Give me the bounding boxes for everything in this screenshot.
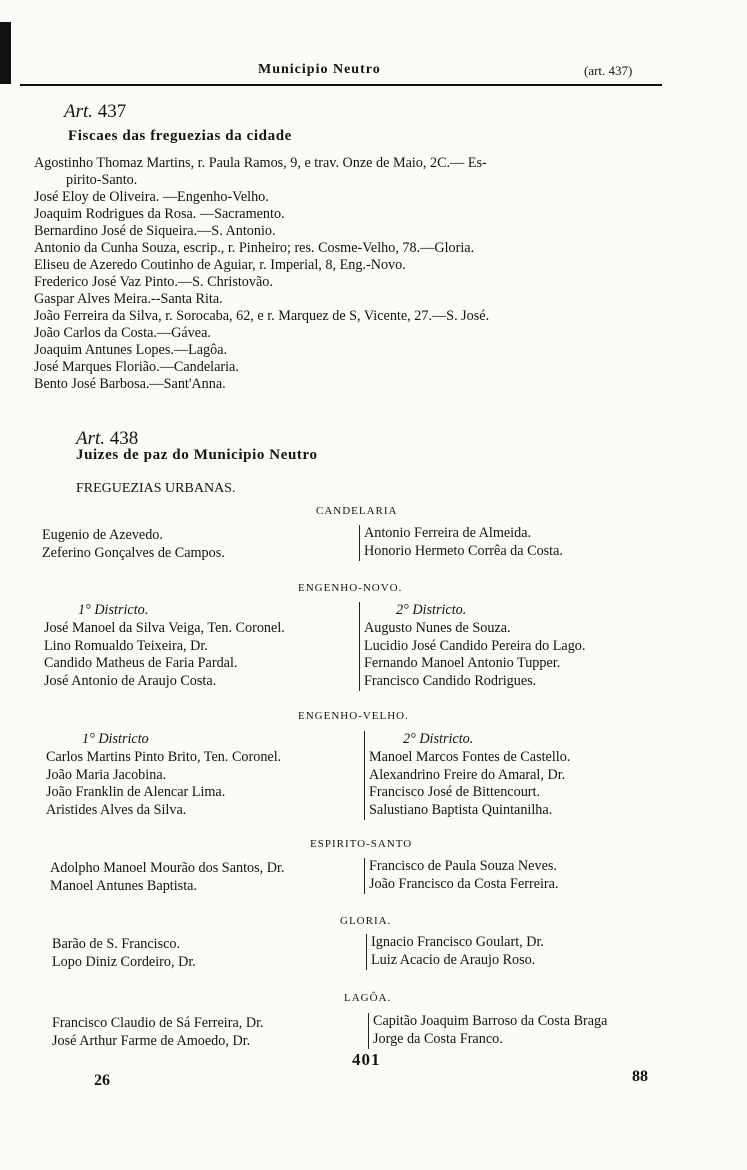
- article-number: 438: [109, 428, 139, 449]
- list-item: Manoel Marcos Fontes de Castello.: [369, 748, 571, 765]
- article-label-text: Art.: [76, 428, 106, 449]
- right-column: [359, 602, 585, 691]
- list-item: Carlos Martins Pinto Brito, Ten. Coronel.: [46, 748, 282, 765]
- list-item: Lucidio José Candido Pereira do Lago.: [364, 637, 586, 654]
- left-column: [46, 731, 281, 820]
- list-item: Jorge da Costa Franco.: [373, 1030, 503, 1047]
- district-label: 1° Districto: [82, 731, 149, 747]
- list-item: Gaspar Alves Meira.--Santa Rita.: [34, 291, 223, 307]
- list-item: Bernardino José de Siqueira.—S. Antonio.: [34, 223, 276, 239]
- left-column: [44, 602, 285, 691]
- parish-label: LAGÔA.: [344, 992, 392, 1004]
- list-item: Ignacio Francisco Goulart, Dr.: [371, 934, 544, 950]
- parish-label: CANDELARIA: [316, 505, 398, 517]
- right-column: [359, 525, 563, 561]
- list-item: João Franklin de Alencar Lima.: [46, 784, 226, 801]
- page-number: 401: [352, 1050, 381, 1069]
- footer-left-number: 26: [94, 1072, 110, 1089]
- list-item: Francisco Candido Rodrigues.: [364, 673, 537, 690]
- parish-label: ESPIRITO-SANTO: [310, 838, 413, 850]
- running-header-title: Municipio Neutro: [258, 62, 381, 77]
- list-item: Eliseu de Azeredo Coutinho de Aguiar, r. Imperial, 8, Eng.-Novo.: [34, 257, 406, 273]
- list-item: Manoel Antunes Baptista.: [50, 877, 197, 894]
- list-item: Lopo Diniz Cordeiro, Dr.: [52, 953, 196, 970]
- list-item: José Arthur Farme de Amoedo, Dr.: [52, 1032, 251, 1049]
- list-item: Alexandrino Freire do Amaral, Dr.: [369, 766, 566, 783]
- left-column: [52, 1015, 264, 1051]
- article-label-text: Art.: [64, 101, 94, 122]
- list-item: João Maria Jacobina.: [46, 766, 167, 783]
- list-item: Francisco Claudio de Sá Ferreira, Dr.: [52, 1015, 264, 1031]
- page-edge-mark: [0, 22, 11, 84]
- right-column: [364, 858, 559, 894]
- left-column: [52, 936, 196, 972]
- list-item: Fernando Manoel Antonio Tupper.: [364, 655, 561, 672]
- list-item: Frederico José Vaz Pinto.—S. Christovão.: [34, 274, 273, 290]
- list-item: Barão de S. Francisco.: [52, 936, 181, 952]
- parish-label: GLORIA.: [340, 915, 392, 927]
- list-item: Francisco de Paula Souza Neves.: [369, 858, 557, 874]
- list-item: João Ferreira da Silva, r. Sorocaba, 62, e r. Marquez de S, Vicente, 27.—S. José.: [34, 308, 490, 324]
- article-number: 437: [97, 101, 127, 122]
- list-item: Capitão Joaquim Barroso da Costa Braga: [373, 1013, 608, 1029]
- section-subheading: FREGUEZIAS URBANAS.: [76, 481, 236, 496]
- running-header-article-ref: (art. 437): [584, 63, 633, 78]
- right-column: [364, 731, 570, 820]
- left-column: [50, 860, 284, 896]
- list-item: Zeferino Gonçalves de Campos.: [42, 544, 225, 561]
- list-item: Eugenio de Azevedo.: [42, 527, 163, 543]
- list-item: Joaquim Antunes Lopes.—Lagôa.: [34, 342, 228, 358]
- list-item: pirito-Santo.: [66, 172, 138, 188]
- list-item: Salustiano Baptista Quintanilha.: [369, 802, 553, 819]
- right-column: [368, 1013, 607, 1049]
- list-item: Bento José Barbosa.—Sant'Anna.: [34, 376, 226, 392]
- list-item: Antonio da Cunha Souza, escrip., r. Pinheiro; res. Cosme-Velho, 78.—Gloria.: [34, 240, 475, 256]
- list-item: João Francisco da Costa Ferreira.: [369, 875, 559, 892]
- list-item: Aristides Alves da Silva.: [46, 802, 187, 819]
- right-column: [366, 934, 544, 970]
- list-item: Joaquim Rodrigues da Rosa. —Sacramento.: [34, 206, 285, 222]
- list-item: Adolpho Manoel Mourão dos Santos, Dr.: [50, 860, 285, 876]
- list-item: Lino Romualdo Teixeira, Dr.: [44, 637, 208, 654]
- article-438-heading: Juizes de paz do Municipio Neutro: [76, 447, 318, 463]
- list-item: Antonio Ferreira de Almeida.: [364, 525, 532, 541]
- list-item: Luiz Acacio de Araujo Roso.: [371, 951, 536, 968]
- parish-label: ENGENHO-VELHO.: [298, 710, 409, 722]
- list-item: Francisco José de Bittencourt.: [369, 784, 540, 801]
- parish-label: ENGENHO-NOVO.: [298, 582, 403, 594]
- list-item: José Marques Florião.—Candelaria.: [34, 359, 239, 375]
- district-label: 2° Districto.: [396, 602, 467, 618]
- list-item: José Antonio de Araujo Costa.: [44, 673, 217, 690]
- header-rule: [20, 84, 662, 86]
- article-437-label: [64, 101, 126, 123]
- district-label: 1° Districto.: [78, 602, 149, 618]
- list-item: Honorio Hermeto Corrêa da Costa.: [364, 542, 563, 559]
- list-item: João Carlos da Costa.—Gávea.: [34, 325, 211, 341]
- article-437-heading: Fiscaes das freguezias da cidade: [68, 128, 292, 144]
- list-item: José Eloy de Oliveira. —Engenho-Velho.: [34, 189, 269, 205]
- footer-right-number: 88: [632, 1068, 648, 1085]
- list-item: Agostinho Thomaz Martins, r. Paula Ramos, 9, e trav. Onze de Maio, 2C.— Es-: [34, 155, 487, 171]
- article-437-list: [34, 155, 489, 393]
- left-column: [42, 527, 225, 563]
- list-item: José Manoel da Silva Veiga, Ten. Coronel.: [44, 619, 285, 636]
- list-item: Augusto Nunes de Souza.: [364, 619, 511, 636]
- district-label: 2° Districto.: [403, 731, 474, 747]
- list-item: Candido Matheus de Faria Pardal.: [44, 655, 238, 672]
